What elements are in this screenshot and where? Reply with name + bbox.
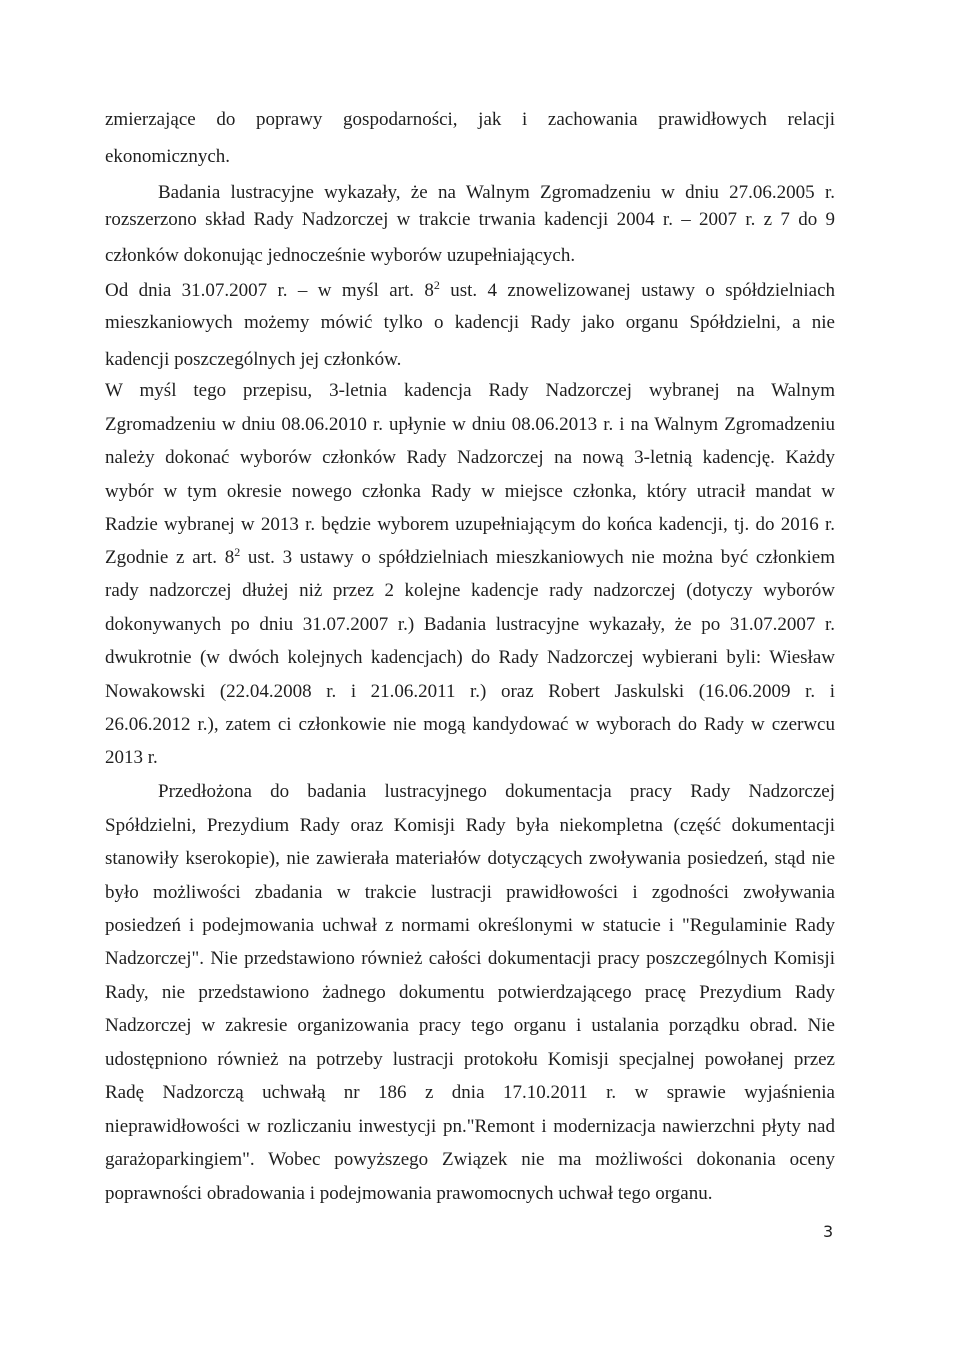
text-line: Badania lustracyjne wykazały, że na Walnym Zgromadzeniu w dniu 27.06.2005 r. [158,182,835,203]
text-line [105,279,835,303]
text-line: W myśl tego przepisu, 3-letnia kadencja Rady Nadzorczej wybranej na Walnym [105,380,835,401]
text-line: dokonywanych po dniu 31.07.2007 r.) Badania lustracyjne wykazały, że po 31.07.2007 r. [105,614,835,635]
text-line: posiedzeń i podejmowania uchwał z normami określonymi w statucie i "Regulaminie Rady [105,915,835,936]
text-line: Nadzorczej w zakresie organizowania pracy tego organu i ustalania porządku obrad. Nie [105,1015,835,1036]
text-line: zmierzające do poprawy gospodarności, jak i zachowania prawidłowych relacji [105,109,835,130]
text-line: nieprawidłowości w rozliczaniu inwestycji pn."Remont i modernizacja nawierzchni płyty nad [105,1116,835,1137]
superscript: 2 [433,278,440,292]
text-line: wybór w tym okresie nowego członka Rady w miejsce członka, który utracił mandat w [105,481,835,502]
text-segment: ust. 3 ustawy o spółdzielniach mieszkaniowych nie można być członkiem [247,547,835,568]
text-line: rozszerzono skład Rady Nadzorczej w trakcie trwania kadencji 2004 r. – 2007 r. z 7 do 9 [105,209,835,230]
text-line: poprawności obradowania i podejmowania prawomocnych uchwał tego organu. [105,1183,713,1204]
text-line: 2013 r. [105,747,158,768]
text-segment: Zgodnie z art. 8 [105,547,235,568]
superscript: 2 [234,545,241,559]
text-line: Nowakowski (22.04.2008 r. i 21.06.2011 r.) oraz Robert Jaskulski (16.06.2009 r. i [105,681,835,702]
text-line: Przedłożona do badania lustracyjnego dokumentacja pracy Rady Nadzorczej [158,781,835,802]
text-line [105,546,835,570]
text-line: dwukrotnie (w dwóch kolejnych kadencjach) do Rady Nadzorczej wybierani byli: Wiesław [105,647,835,668]
text-line: 26.06.2012 r.), zatem ci członkowie nie mogą kandydować w wyborach do Rady w czerwcu [105,714,835,735]
page-number: 3 [823,1222,834,1241]
text-segment: ust. 4 znowelizowanej ustawy o spółdzielniach [450,280,836,301]
text-line: Spółdzielni, Prezydium Rady oraz Komisji Rady była niekompletna (część dokumentacji [105,815,835,836]
text-line: Zgromadzeniu w dniu 08.06.2010 r. upłynie w dniu 08.06.2013 r. i na Walnym Zgromadzeniu [105,414,835,435]
text-line: było możliwości zbadania w trakcie lustracji prawidłowości i zgodności zwoływania [105,882,835,903]
text-line: mieszkaniowych możemy mówić tylko o kadencji Rady jako organu Spółdzielni, a nie [105,312,835,333]
text-line: udostępniono również na potrzeby lustracji protokołu Komisji specjalnej powołanej przez [105,1049,835,1070]
text-segment: Od dnia 31.07.2007 r. – w myśl art. 8 [105,280,434,301]
text-line: ekonomicznych. [105,146,231,167]
text-line: należy dokonać wyborów członków Rady Nadzorczej na nową 3-letnią kadencję. Każdy [105,447,835,468]
text-line: kadencji poszczególnych jej członków. [105,349,402,370]
text-line: członków dokonując jednocześnie wyborów uzupełniających. [105,245,576,266]
text-line: stanowiły kserokopie), nie zawierała materiałów dotyczących zwoływania posiedzeń, stąd nie [105,848,835,869]
text-line: garażoparkingiem". Wobec powyższego Związek nie ma możliwości dokonania oceny [105,1149,835,1170]
text-line: rady nadzorczej dłużej niż przez 2 kolejne kadencje rady nadzorczej (dotyczy wyborów [105,580,835,601]
text-line: Rady, nie przedstawiono żadnego dokumentu potwierdzającego pracę Prezydium Rady [105,982,835,1003]
text-line: Radę Nadzorczą uchwałą nr 186 z dnia 17.10.2011 r. w sprawie wyjaśnienia [105,1082,835,1103]
text-line: Nadzorczej". Nie przedstawiono również całości dokumentacji pracy poszczególnych Komisji [105,948,835,969]
text-line: Radzie wybranej w 2013 r. będzie wyborem uzupełniającym do końca kadencji, tj. do 2016 r. [105,514,835,535]
